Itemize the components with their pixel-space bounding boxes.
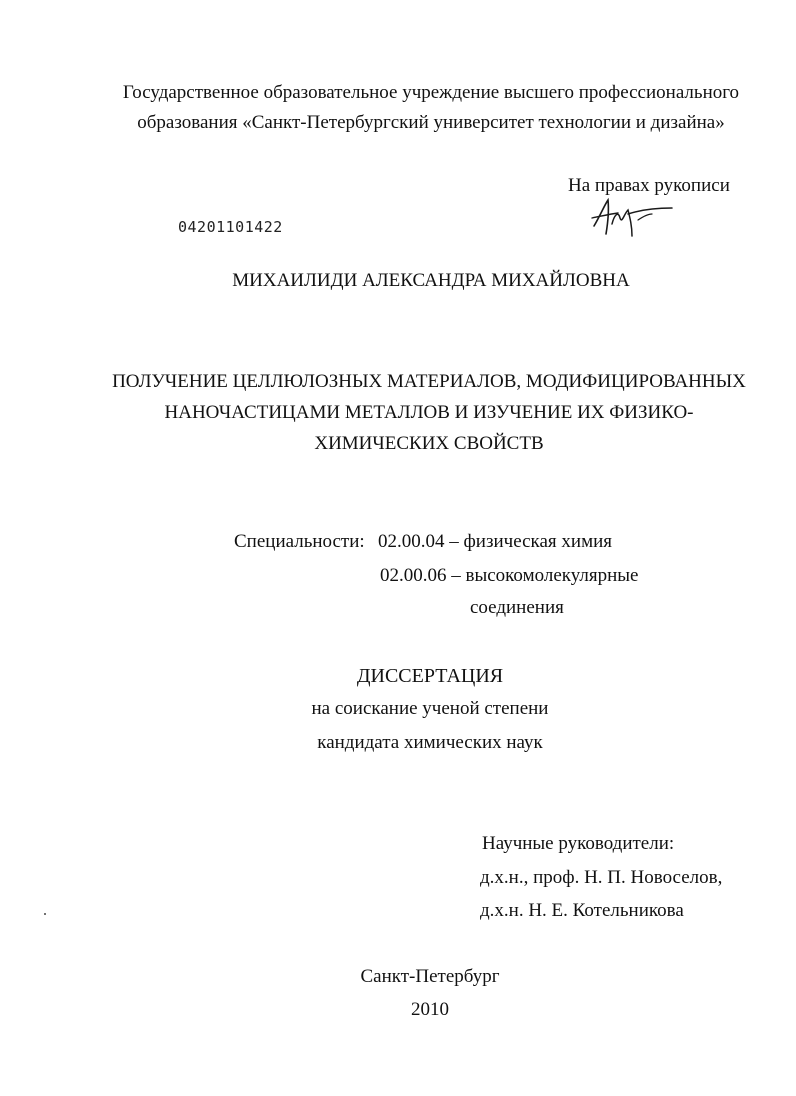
signature-icon	[588, 196, 678, 240]
registration-number: 04201101422	[178, 218, 283, 236]
degree-line-2: кандидата химических наук	[317, 732, 543, 753]
title-line-1: ПОЛУЧЕНИЕ ЦЕЛЛЮЛОЗНЫХ МАТЕРИАЛОВ, МОДИФИЦИРОВАННЫХ	[112, 371, 746, 392]
supervisors-label: Научные руководители:	[482, 833, 675, 854]
specialty-2-line-2: соединения	[470, 597, 564, 618]
dissertation-type: ДИССЕРТАЦИЯ	[356, 665, 504, 687]
year: 2010	[411, 999, 449, 1020]
scan-speck	[44, 913, 46, 915]
specialty-2-line-1: 02.00.06 – высокомолекулярные	[380, 565, 639, 586]
supervisor-2: д.х.н. Н. Е. Котельникова	[480, 900, 684, 921]
supervisor-1: д.х.н., проф. Н. П. Новоселов,	[480, 867, 723, 888]
institution-name	[0, 78, 796, 138]
dissertation-title	[0, 366, 796, 459]
author-name: МИХАИЛИДИ АЛЕКСАНДРА МИХАЙЛОВНА	[232, 270, 630, 291]
degree-line-1: на соискание ученой степени	[311, 698, 549, 719]
city: Санкт-Петербург	[360, 966, 500, 987]
specialties-label: Специальности:	[234, 531, 365, 552]
specialty-1: 02.00.04 – физическая химия	[378, 531, 613, 552]
institution-line-1: Государственное образовательное учреждение высшего профессионального	[122, 82, 740, 103]
rights-notice: На правах рукописи	[568, 175, 730, 196]
institution-line-2: образования «Санкт-Петербургский университет технологии и дизайна»	[137, 112, 725, 133]
title-line-2: НАНОЧАСТИЦАМИ МЕТАЛЛОВ И ИЗУЧЕНИЕ ИХ ФИЗИКО-	[164, 402, 694, 423]
title-line-3: ХИМИЧЕСКИХ СВОЙСТВ	[314, 433, 544, 454]
